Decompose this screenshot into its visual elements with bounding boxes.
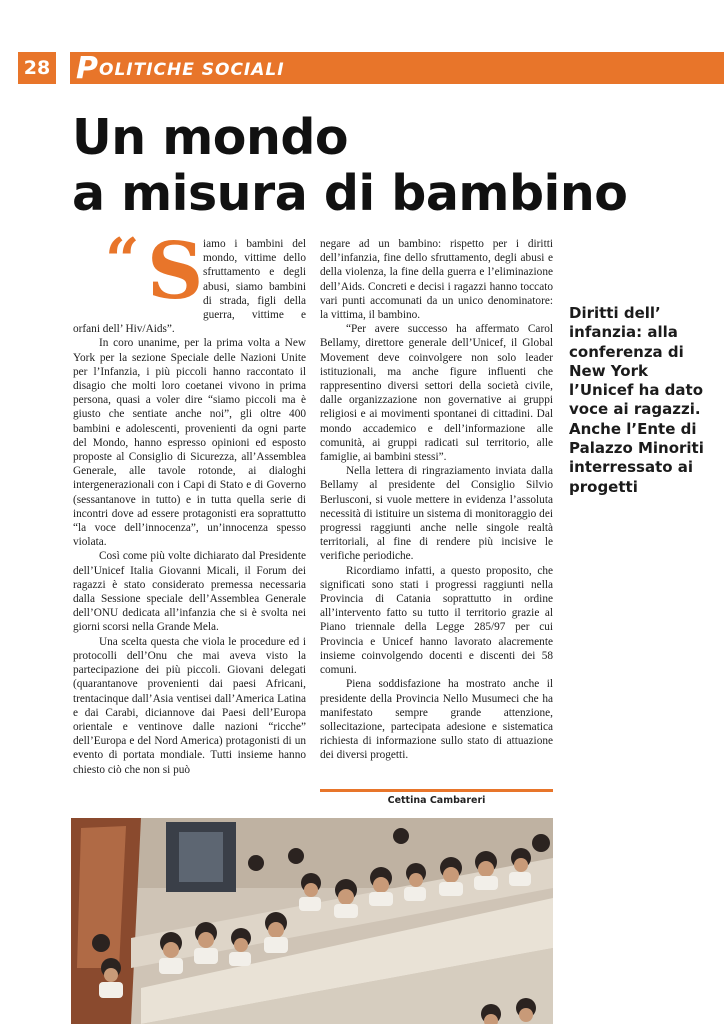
headline-line-1: Un mondo [72,109,349,166]
author-byline: Cettina Cambareri [387,795,486,806]
paragraph: Piena soddisfazione ha mostrato anche il presidente della Provincia Nello Musumeci che ha manifestato sempre grande attenzione, sollecitazione, partecipata adesione e sistematica richiesta di informazione sullo stato di attuazione dei diversi progetti. [320,678,553,762]
children-photo-illustration [71,818,553,1024]
page-number: 28 [18,52,56,84]
quote-mark-icon: “ [105,226,140,296]
paragraph: In coro unanime, per la prima volta a New York per la sezione Speciale delle Nazioni Unite per l’Infanzia, i più piccoli hanno raccontato il disagio che molti loro coetanei vivono in prima persona, quasi a voler dire “siamo piccoli ma è giusto che sentiate anche noi”, gli oltre 400 bambini e adolescenti, provenienti da ogni parte del Mondo, hanno espresso opinioni ed esposto proposte al Consiglio di Sicurezza, all’Assemblea Generale, alle tavole rotonde, ai dialoghi intergenerazionali con i Capi di Stato e di Governo (sessantanove in tutto) e in tutta quella serie di incontri dove ad essere protagonisti era soprattutto “la voce dell’innocenza”, un’innocenza spesso violata. [73,337,306,549]
paragraph: negare ad un bambino: rispetto per i diritti dell’infanzia, fine dello sfruttamento, degli abusi e della violenza, la fine della guerra e l’eliminazione dell’Aids. Concreti e decisi i ragazzi hanno toccato vari punti accomunati da un unico denominatore: la vittima, il bambino. [320,238,553,322]
paragraph: “Per avere successo ha affermato Carol Bellamy, direttore generale dell’Unicef, il Global Movement deve coinvolgere non solo leader istituzionali, ma anche figure influenti che rappresentino diversi settori della società civile, dalle organizzazione non governative ai gruppi religiosi e ai movimenti spontanei di cittadini. Dal mondo accademico e dell’informazione alle comunità, ai gruppi radicati sul territorio, alle famiglie, ai bambini stessi”. [320,323,553,464]
article-column-2 [320,237,553,763]
paragraph: Una scelta questa che viola le procedure ed i protocolli dell’Onu che mai aveva visto la partecipazione dei più piccoli. Giovani delegati (quarantanove provenienti dai paesi Africani, trentacinque dall’Asia ventisei dall’America Latina e dai Carabi, diciannove dai Paesi dell’Europa orientale e ventinove dalle nazioni “ricche” dell’Europa e del Nord America) protagonisti di un evento di portata mondiale. Tutti insieme hanno chiesto ciò che non si può [73,635,306,776]
sidebar-pullquote: Diritti dell’ infanzia: alla conferenza di New York l’Unicef ha dato voce ai ragazzi. Anche l’Ente di Palazzo Minoriti interressato ai progetti [569,304,704,496]
article-headline [72,110,692,222]
article-column-1 [73,226,306,777]
author-divider [320,789,553,792]
dropcap-block [73,226,204,317]
section-header-bar [70,52,724,84]
paragraph: iamo i bambini del mondo, vittime dello sfruttamento e degli abusi, siamo bambini di strada, figli della guerra, vittime e orfani dell’ Hiv/Aids”. [73,238,306,336]
paragraph: Nella lettera di ringraziamento inviata dalla Bellamy al presidente del Consiglio Silvio Berlusconi, si vuole mettere in evidenza l’assoluta necessità di istituire un sistema di monitoraggio dei progressi raggiunti anche nelle singole realtà territoriali, al fine di rendere più incisive le verifiche periodiche. [320,465,553,563]
paragraph: Ricordiamo infatti, a questo proposito, che significati sono stati i progressi raggiunti nella Provincia di Catania soprattutto in ordine all’intervento fatto su tutto il territorio grazie al Piano triennale della Legge 285/97 per cui Provincia e Unicef hanno lavorato alacremente insieme coinvolgendo docenti e discenti dei 58 comuni. [320,564,553,677]
dropcap-letter: S [147,226,204,317]
section-title: POLITICHE SOCIALI [76,52,285,84]
children-photo [71,818,553,1024]
paragraph: Così come più volte dichiarato dal Presidente dell’Unicef Italia Giovanni Micali, il Forum dei ragazzi è stato considerato premessa necessaria dalla Sessione speciale dell’Assemblea Generale dell’ONU dedicata all’infanzia che si è svolta nei giorni scorsi nella Grande Mela. [73,550,306,634]
headline-line-2: a misura di bambino [72,165,628,222]
